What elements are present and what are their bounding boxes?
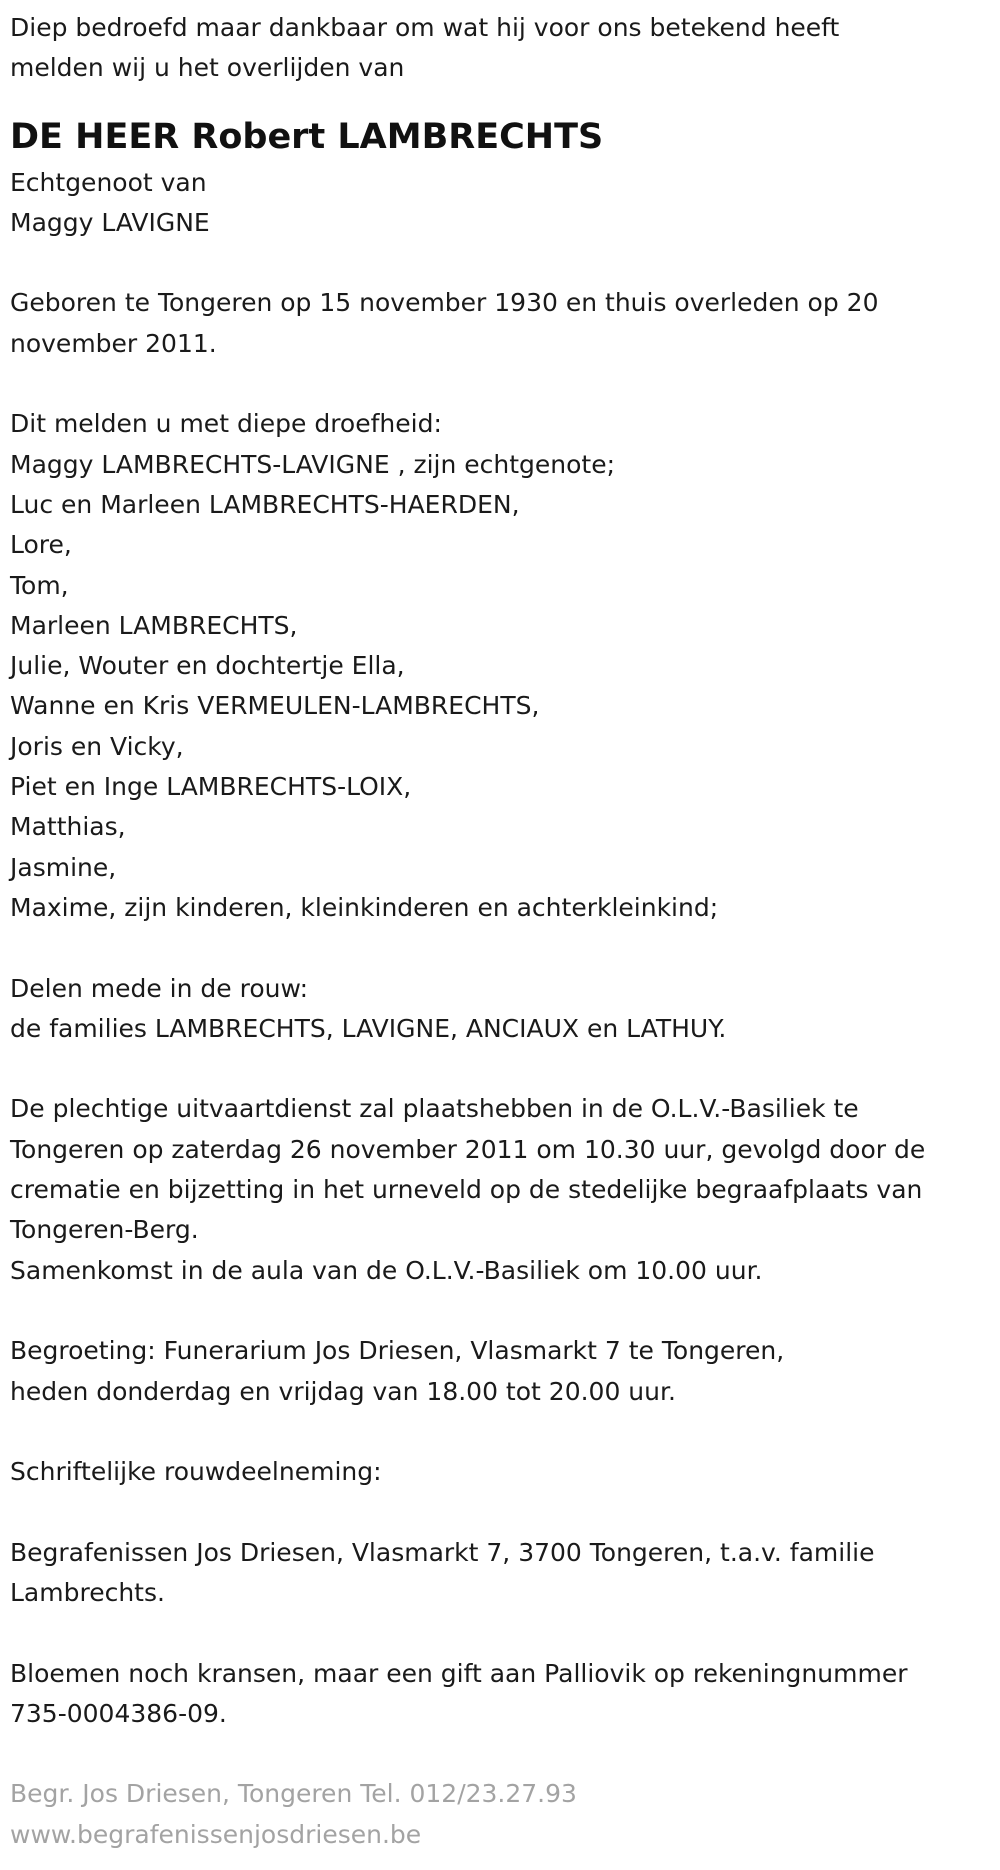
flowers-block xyxy=(10,1654,1000,1735)
spouse-line: Maggy LAVIGNE xyxy=(10,207,210,237)
family-line: Lore, xyxy=(10,530,72,560)
family-line: Luc en Marleen LAMBRECHTS-HAERDEN, xyxy=(10,489,520,519)
family-line: Dit melden u met diepe droefheid: xyxy=(10,409,442,439)
family-line: Wanne en Kris VERMEULEN-LAMBRECHTS, xyxy=(10,691,540,721)
birth-death-block xyxy=(10,283,1000,364)
greeting-line: heden donderdag en vrijdag van 18.00 tot 20.00 uur. xyxy=(10,1376,676,1406)
service-line: Tongeren-Berg. xyxy=(10,1215,199,1245)
deceased-name-heading: DE HEER Robert LAMBRECHTS xyxy=(10,116,604,157)
family-line: Joris en Vicky, xyxy=(10,731,184,761)
footer xyxy=(10,1774,1000,1855)
funeral-home-website[interactable]: www.begrafenissenjosdriesen.be xyxy=(10,1819,422,1849)
birth-death-line: Geboren te Tongeren op 15 november 1930 en thuis overleden op 20 xyxy=(10,288,879,318)
service-line: crematie en bijzetting in het urneveld op de stedelijke begraafplaats van xyxy=(10,1175,923,1205)
flowers-line: Bloemen noch kransen, maar een gift aan Palliovik op rekeningnummer xyxy=(10,1658,908,1688)
mourning-block xyxy=(10,969,1000,1050)
spouse-block xyxy=(10,163,1000,244)
flowers-line: 735-0004386-09. xyxy=(10,1698,227,1728)
condolence-address-line: Lambrechts. xyxy=(10,1577,165,1607)
mourning-line: de families LAMBRECHTS, LAVIGNE, ANCIAUX en LATHUY. xyxy=(10,1013,727,1043)
family-line: Marleen LAMBRECHTS, xyxy=(10,610,298,640)
family-block xyxy=(10,404,1000,928)
condolence-label: Schriftelijke rouwdeelneming: xyxy=(10,1457,382,1487)
intro-block xyxy=(10,8,1000,89)
family-line: Piet en Inge LAMBRECHTS-LOIX, xyxy=(10,772,412,802)
spouse-line: Echtgenoot van xyxy=(10,167,207,197)
service-line: Tongeren op zaterdag 26 november 2011 om 10.30 uur, gevolgd door de xyxy=(10,1134,926,1164)
mourning-line: Delen mede in de rouw: xyxy=(10,973,308,1003)
family-line: Tom, xyxy=(10,570,69,600)
family-line: Julie, Wouter en dochtertje Ella, xyxy=(10,651,405,681)
service-line: De plechtige uitvaartdienst zal plaatshebben in de O.L.V.-Basiliek te xyxy=(10,1094,859,1124)
greeting-line: Begroeting: Funerarium Jos Driesen, Vlasmarkt 7 te Tongeren, xyxy=(10,1336,785,1366)
funeral-home-contact: Begr. Jos Driesen, Tongeren Tel. 012/23.27.93 xyxy=(10,1779,577,1809)
family-line: Jasmine, xyxy=(10,852,117,882)
greeting-block xyxy=(10,1331,1000,1412)
condolence-address-line: Begrafenissen Jos Driesen, Vlasmarkt 7, 3700 Tongeren, t.a.v. familie xyxy=(10,1537,875,1567)
condolence-address-block xyxy=(10,1533,1000,1614)
service-line: Samenkomst in de aula van de O.L.V.-Basiliek om 10.00 uur. xyxy=(10,1255,763,1285)
intro-line: melden wij u het overlijden van xyxy=(10,53,405,83)
family-line: Maxime, zijn kinderen, kleinkinderen en achterkleinkind; xyxy=(10,892,719,922)
intro-line: Diep bedroefd maar dankbaar om wat hij voor ons betekend heeft xyxy=(10,13,840,42)
family-line: Maggy LAMBRECHTS-LAVIGNE , zijn echtgenote; xyxy=(10,449,616,479)
family-line: Matthias, xyxy=(10,812,126,842)
birth-death-line: november 2011. xyxy=(10,328,217,358)
service-block xyxy=(10,1089,1000,1290)
